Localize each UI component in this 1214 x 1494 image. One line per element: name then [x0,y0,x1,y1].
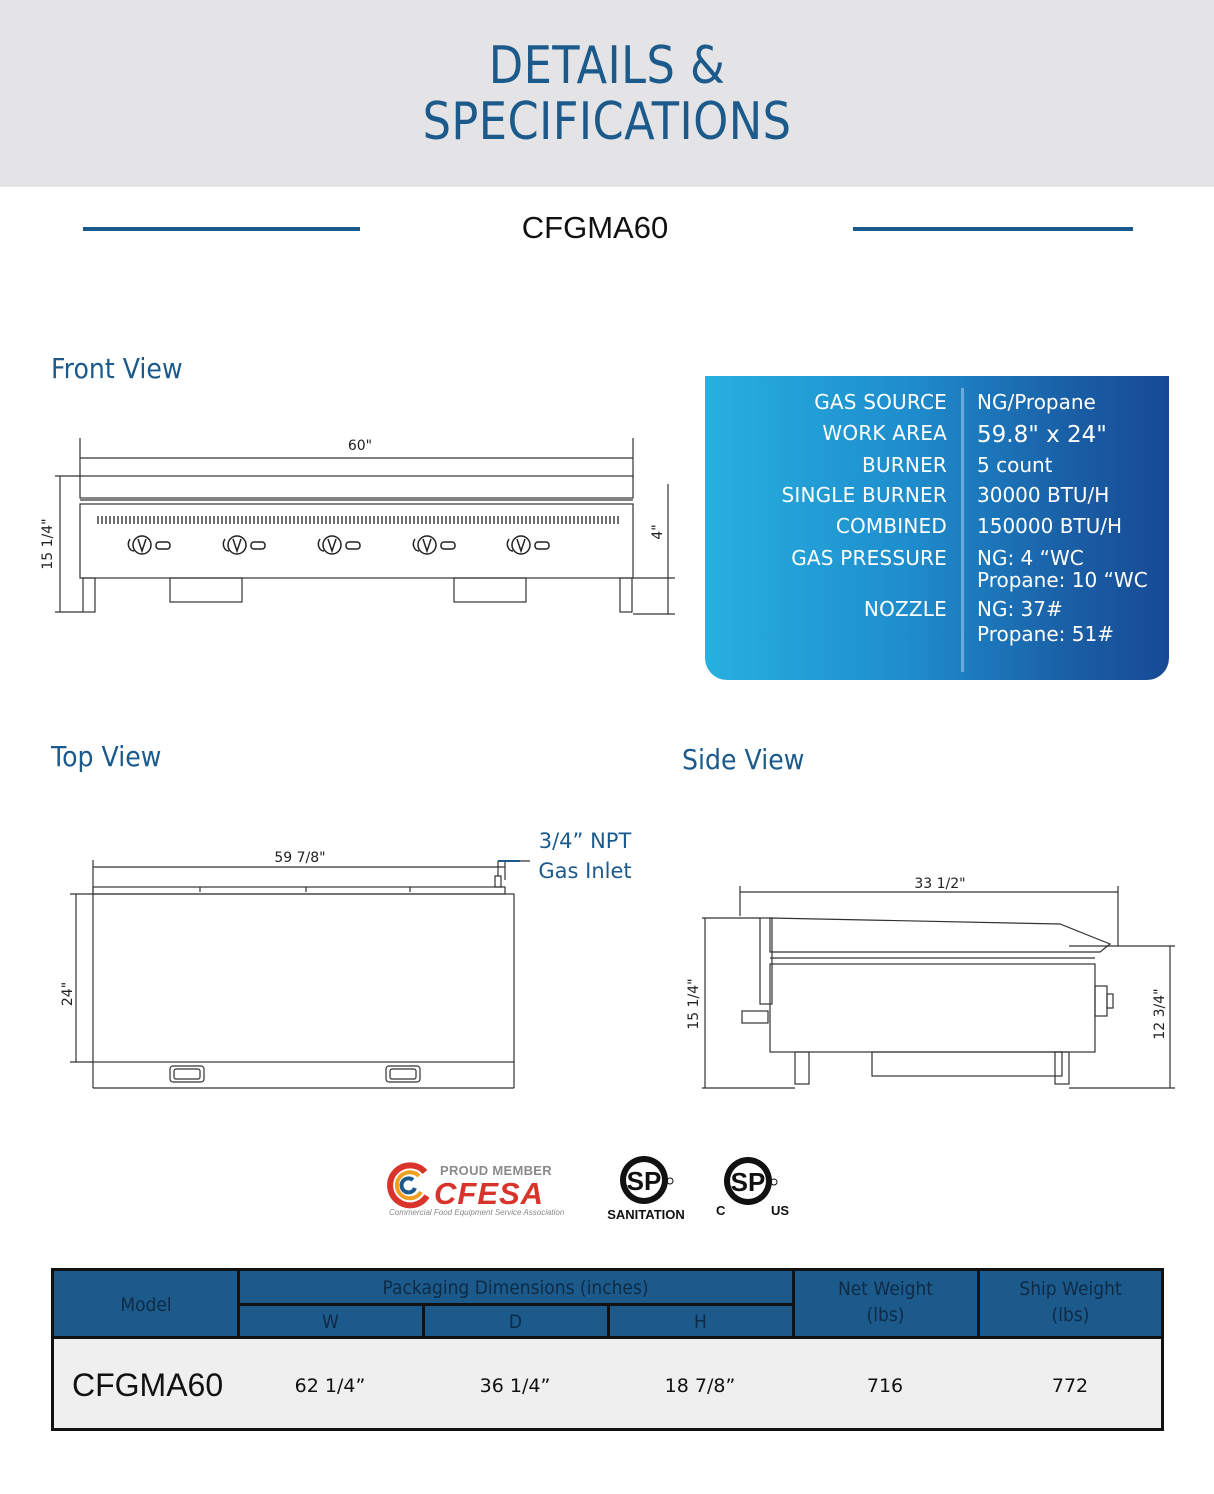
th-ship-weight: Ship Weight [1019,1278,1122,1300]
side-dim-height-right: 12 3/4" [1152,988,1168,1040]
spec-label-nozzle: NOZZLE [863,597,947,621]
top-dim-depth: 24" [60,981,76,1007]
spec-label-gas-source: GAS SOURCE [814,390,947,414]
th-h: H [694,1311,707,1333]
side-view-drawing [680,866,1180,1096]
model-rule-right [853,227,1133,231]
title-line-2: SPECIFICATIONS [422,92,792,152]
th-ship-weight-unit: (lbs) [1051,1304,1090,1326]
model-rule-left [83,227,360,231]
col-divider-2 [422,1305,425,1337]
cfesa-proud-member: PROUD MEMBER [440,1163,552,1178]
model-name: CFGMA60 [521,210,669,245]
knob-4 [413,536,455,554]
page-title [85,38,1129,150]
top-dim-width: 59 7/8" [274,850,326,866]
spec-value-nozzle: NG: 37# [977,597,1063,621]
cfesa-name: CFESA [434,1176,545,1211]
th-d: D [508,1311,523,1333]
svg-text:SP: SP [730,1167,766,1197]
th-packaging: Packaging Dimensions (inches) [382,1277,649,1299]
front-dim-width: 60" [347,438,373,454]
knob-5 [507,536,549,554]
spec-divider [961,388,964,672]
col-divider-3 [607,1305,610,1337]
spec-panel [705,376,1169,680]
row-model: CFGMA60 [72,1367,224,1403]
gas-inlet-label [520,826,650,886]
row-ship-weight: 772 [1051,1375,1089,1397]
row-d: 36 1/4” [479,1375,551,1397]
spec-value-single-burner: 30000 BTU/H [977,483,1110,507]
spec-label-work-area: WORK AREA [822,421,947,445]
side-dim-depth: 33 1/2" [914,876,966,892]
csa-c-label: C [716,1203,726,1218]
th-model: Model [120,1294,172,1316]
th-net-weight-unit: (lbs) [866,1304,905,1326]
svg-text:SP: SP [626,1166,662,1196]
knob-3 [318,536,360,554]
top-view-title: Top View [51,740,162,773]
spec-value-gas-pressure-2: Propane: 10 “WC [977,568,1148,592]
side-dim-height-left: 15 1/4" [686,978,702,1030]
csa-sanitation-icon [618,1153,674,1207]
csa-sanitation-label: SANITATION [607,1207,685,1222]
header-bottom-rule [54,1336,1161,1339]
gas-inlet-line-2: Gas Inlet [538,859,632,883]
spec-value-combined: 150000 BTU/H [977,514,1123,538]
row-net-weight: 716 [866,1375,904,1397]
th-w: W [322,1311,339,1333]
csa-cus-icon [720,1154,782,1208]
spec-value-gas-pressure: NG: 4 “WC [977,546,1084,570]
front-view-title: Front View [51,352,183,385]
front-dim-height: 15 1/4" [40,518,56,570]
spec-value-nozzle-2: Propane: 51# [977,622,1114,646]
spec-value-burner: 5 count [977,453,1053,477]
col-divider-5 [977,1271,980,1337]
side-view-title: Side View [682,743,805,776]
spec-value-work-area: 59.8" x 24" [977,422,1107,448]
front-dim-side: 4" [650,524,666,540]
packaging-table [51,1268,1164,1431]
cfesa-logo [385,1160,435,1215]
title-line-1: DETAILS & [488,36,726,96]
knob-1 [128,536,170,554]
packaging-subrule [238,1303,793,1306]
th-net-weight: Net Weight [837,1278,934,1300]
cfesa-swirl-icon [385,1160,435,1210]
cfesa-subtitle: Commercial Food Equipment Service Association [389,1208,565,1217]
spec-label-single-burner: SINGLE BURNER [781,483,947,507]
front-view-drawing [30,420,690,630]
csa-sanitation-logo [618,1153,674,1212]
spec-label-burner: BURNER [862,453,947,477]
knob-2 [223,536,265,554]
csa-us-label: US [771,1203,790,1218]
top-view-drawing [50,840,530,1120]
spec-label-combined: COMBINED [835,514,947,538]
row-h: 18 7/8” [664,1375,736,1397]
gas-inlet-line-1: 3/4” NPT [538,829,632,853]
spec-value-gas-source: NG/Propane [977,390,1096,414]
row-w: 62 1/4” [294,1375,366,1397]
spec-label-gas-pressure: GAS PRESSURE [791,546,947,570]
